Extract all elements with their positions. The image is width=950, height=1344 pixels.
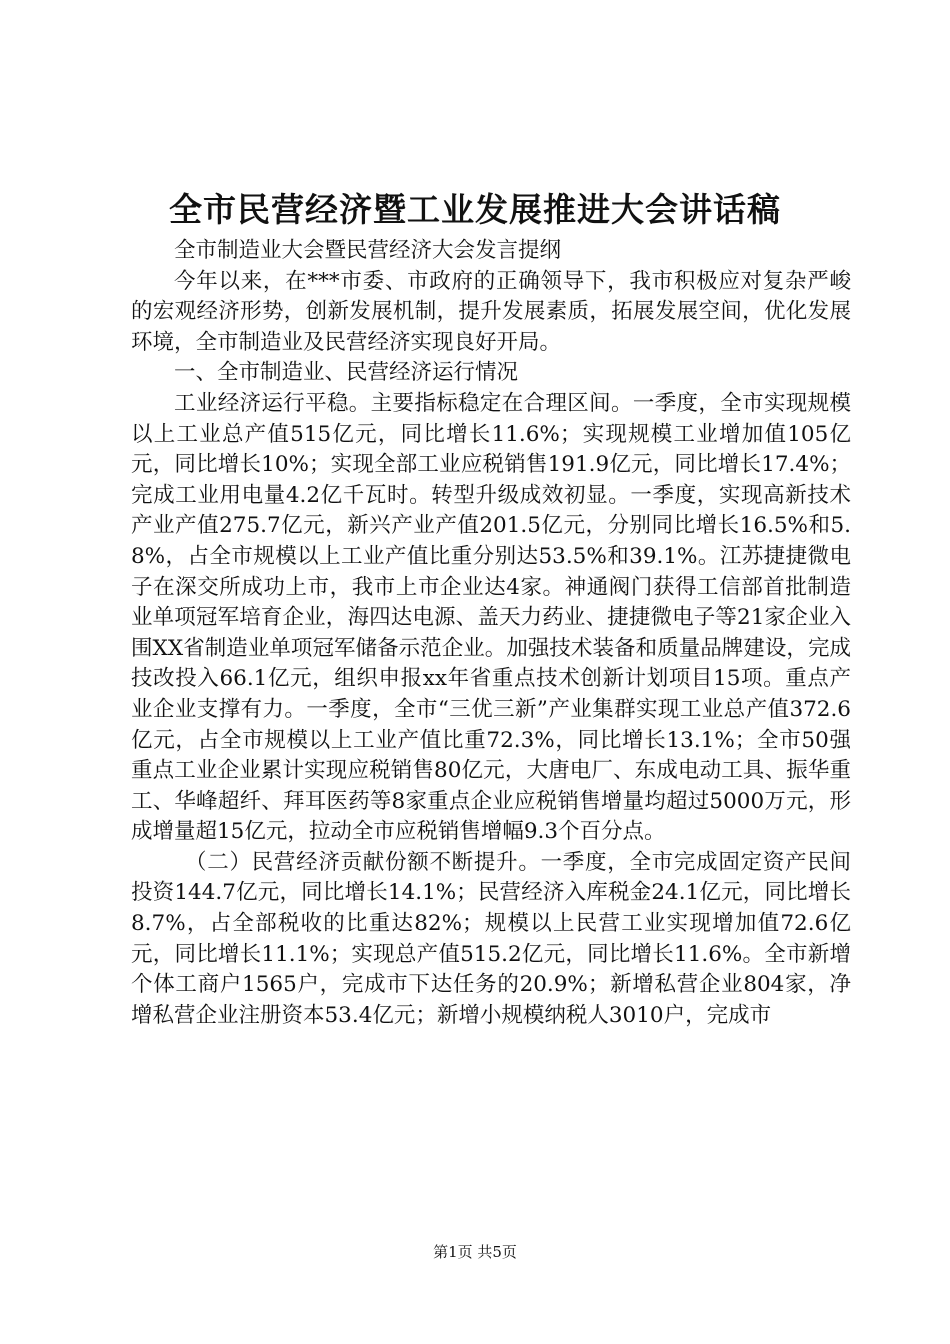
document-title: 全市民营经济暨工业发展推进大会讲话稿 [169,190,781,229]
document-body [131,236,851,1031]
paragraph-subtitle: 全市制造业大会暨民营经济大会发言提纲 [174,238,562,263]
paragraph-industry: 工业经济运行平稳。主要指标稳定在合理区间。一季度，全市实现规模以上工业总产值515亿元，同比增长11.6%；实现规模工业增加值105亿元，同比增长10%；实现全部工业应税销售191.9亿元，同比增长17.4%；完成工业用电量4.2亿千瓦时。转型升级成效初显。一季度，实现高新技术产业产值275.7亿元，新兴产业产值201.5亿元，分别同比增长16.5%和5.8%，占全市规模以上工业产值比重分别达53.5%和39.1%。江苏捷捷微电子在深交所成功上市，我市上市企业达4家。神通阀门获得工信部首批制造业单项冠军培育企业，海四达电源、盖天力药业、捷捷微电子等21家企业入围XX省制造业单项冠军储备示范企业。加强技术装备和质量品牌建设，完成技改投入66.1亿元，组织申报xx年省重点技术创新计划项目15项。重点产业企业支撑有力。一季度，全市“三优三新”产业集群实现工业总产值372.6亿元，占全市规模以上工业产值比重72.3%，同比增长13.1%；全市50强重点工业企业累计实现应税销售80亿元，大唐电厂、东成电动工具、振华重工、华峰超纤、拜耳医药等8家重点企业应税销售增量均超过5000万元，形成增量超15亿元，拉动全市应税销售增幅9.3个百分点。 [131,390,851,845]
paragraph-private-economy: （二）民营经济贡献份额不断提升。一季度，全市完成固定资产民间投资144.7亿元，同比增长14.1%；民营经济入库税金24.1亿元，同比增长8.7%，占全部税收的比重达82%；规模以上民营工业实现增加值72.6亿元，同比增长11.1%；实现总产值515.2亿元，同比增长11.6%。全市新增个体工商户1565户，完成市下达任务的20.9%；新增私营企业804家，净增私营企业注册资本53.4亿元；新增小规模纳税人3010户，完成市 [131,849,851,1028]
paragraph-intro: 今年以来，在***市委、市政府的正确领导下，我市积极应对复杂严峻的宏观经济形势，创新发展机制，提升发展素质，拓展发展空间，优化发展环境，全市制造业及民营经济实现良好开局。 [131,268,851,355]
page-footer: 第1页 共5页 [433,1243,517,1261]
section-heading-1: 一、全市制造业、民营经济运行情况 [174,360,519,386]
